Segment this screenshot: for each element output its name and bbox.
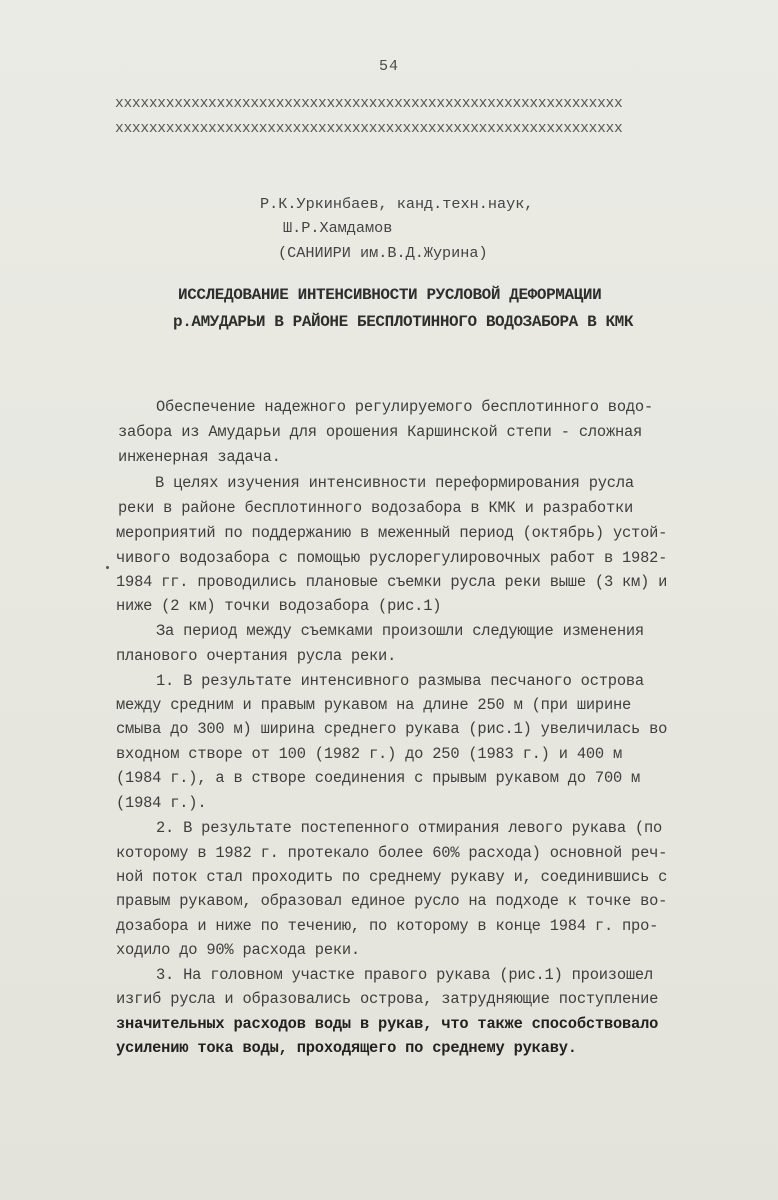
body-line: между средним и правым рукавом на длине 250 м (при ширине (116, 696, 632, 714)
body-line: Обеспечение надежного регулируемого бесплотинного водо- (156, 398, 653, 416)
body-line: (1984 г.). (116, 794, 207, 812)
separator-line-top: xxxxxxxxxxxxxxxxxxxxxxxxxxxxxxxxxxxxxxxxxxxxxxxxxxxxxxxxxxxx (115, 96, 623, 112)
body-line: входном створе от 100 (1982 г.) до 250 (1983 г.) и 400 м (116, 745, 623, 763)
body-line: дозабора и ниже по течению, по которому в конце 1984 г. про- (116, 917, 659, 935)
body-line: ниже (2 км) точки водозабора (рис.1) (116, 597, 442, 615)
body-line: усилению тока воды, проходящего по среднему рукаву. (116, 1039, 577, 1057)
article-title-line-1: ИССЛЕДОВАНИЕ ИНТЕНСИВНОСТИ РУСЛОВОЙ ДЕФОРМАЦИИ (178, 286, 602, 304)
body-line: 2. В результате постепенного отмирания левого рукава (по (156, 819, 663, 837)
body-line: смыва до 300 м) ширина среднего рукава (рис.1) увеличилась во (116, 720, 668, 738)
body-line: изгиб русла и образовались острова, затрудняющие поступление (116, 990, 659, 1008)
body-line: В целях изучения интенсивности переформирования русла (155, 474, 634, 492)
body-line: забора из Амударьи для орошения Каршинской степи - сложная (118, 423, 643, 441)
body-line: чивого водозабора с помощью руслорегулировочных работ в 1982- (116, 549, 668, 567)
body-line: инженерная задача. (118, 448, 281, 466)
margin-dot (106, 566, 109, 569)
separator-line-bottom: xxxxxxxxxxxxxxxxxxxxxxxxxxxxxxxxxxxxxxxxxxxxxxxxxxxxxxxxxxxx (115, 121, 623, 137)
body-line: ходило до 90% расхода реки. (116, 941, 360, 959)
body-line: 1. В результате интенсивного размыва песчаного острова (156, 672, 644, 690)
body-line: значительных расходов воды в рукав, что также способствовало (116, 1015, 659, 1033)
body-line: За период между съемками произошли следующие изменения (156, 622, 644, 640)
page-number: 54 (378, 58, 399, 75)
body-line: планового очертания русла реки. (116, 647, 397, 665)
author-line-1: Р.К.Уркинбаев, канд.техн.наук, (260, 195, 534, 213)
body-line: правым рукавом, образовал единое русло на подходе к точке во- (116, 892, 668, 910)
article-title-line-2: р.АМУДАРЬИ В РАЙОНЕ БЕСПЛОТИННОГО ВОДОЗАБОРА В КМК (173, 313, 634, 331)
body-line: 3. На головном участке правого рукава (рис.1) произошел (156, 966, 653, 984)
body-line: которому в 1982 г. протекало более 60% расхода) основной реч- (116, 844, 668, 862)
body-line: (1984 г.), а в створе соединения с прывым рукавом до 700 м (116, 769, 641, 787)
author-line-2: Ш.Р.Хамдамов (283, 219, 393, 237)
body-line: 1984 гг. проводились плановые съемки русла реки выше (3 км) и (116, 573, 668, 591)
body-line: ной поток стал проходить по среднему рукаву и, соединившись с (116, 868, 668, 886)
body-line: реки в районе бесплотинного водозабора в КМК и разработки (118, 499, 634, 517)
author-affiliation: (САНИИРИ им.В.Д.Журина) (278, 244, 488, 262)
body-line: мероприятий по поддержанию в меженный период (октябрь) устой- (116, 524, 668, 542)
